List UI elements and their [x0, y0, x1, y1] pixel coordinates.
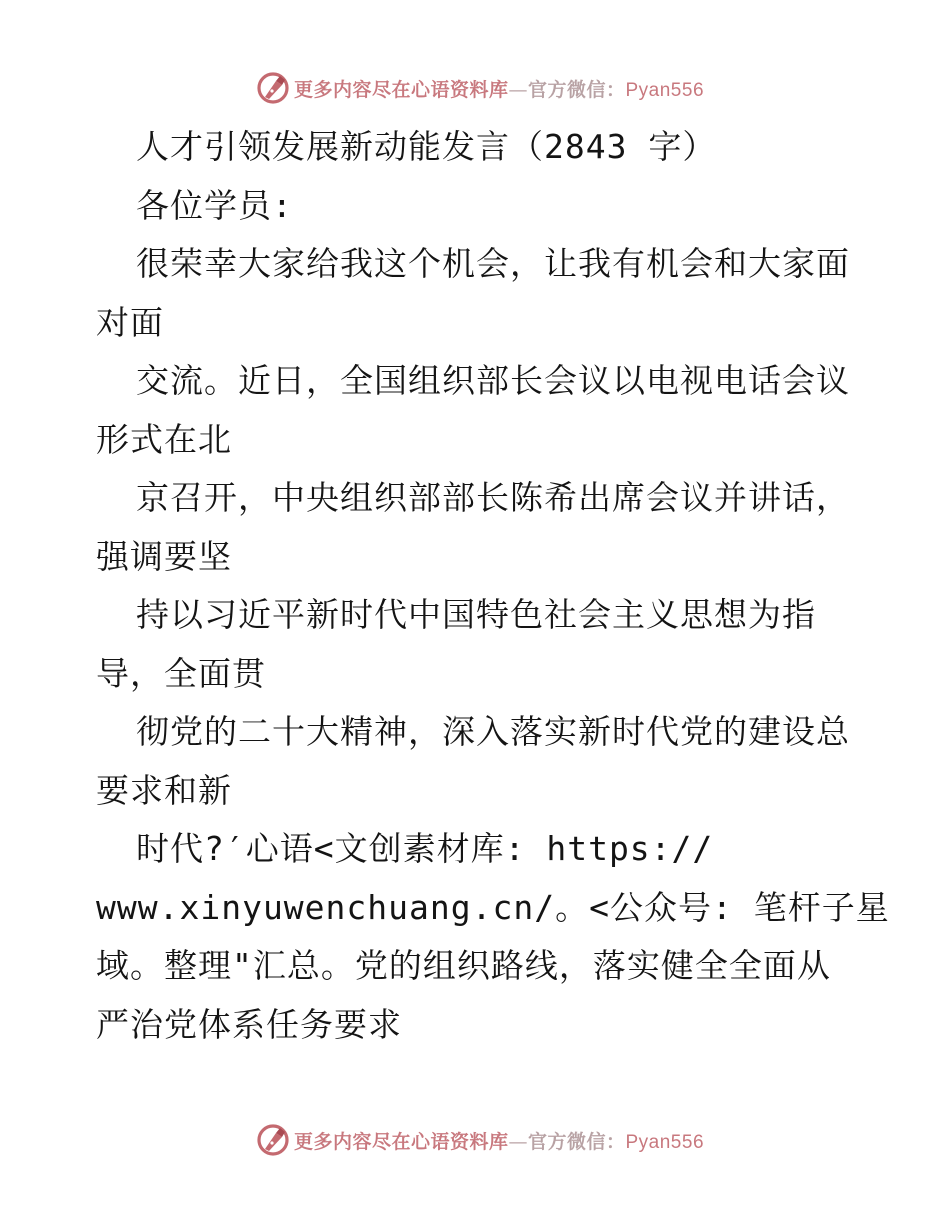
- pen-nib-logo-icon: [256, 71, 290, 105]
- footer-banner-text: [294, 1127, 704, 1154]
- footer-banner: [0, 1120, 950, 1160]
- footer-banner-inner: [256, 1123, 704, 1157]
- text-line: 交流。近日，全国组织部长会议以电视电话会议: [136, 361, 850, 400]
- header-site-text: 更多内容尽在心语资料库: [293, 78, 509, 101]
- text-line: 彻党的二十大精神，深入落实新时代党的建设总: [136, 712, 850, 751]
- header-dash: —: [508, 78, 528, 101]
- url-line: www.xinyuwenchuang.cn/。<公众号: 笔杆子星: [96, 887, 890, 927]
- text-line: 对面: [96, 302, 164, 342]
- text-line: 导，全面贯: [96, 653, 266, 693]
- text-line: 很荣幸大家给我这个机会，让我有机会和大家面: [136, 244, 850, 283]
- text-line: 域。整理"汇总。党的组织路线，落实健全全面从: [96, 946, 831, 985]
- salutation: 各位学员:: [136, 185, 293, 225]
- header-banner-inner: [256, 71, 704, 105]
- footer-wechat-id: Pyan556: [625, 1131, 705, 1153]
- footer-dash: —: [508, 1130, 528, 1153]
- header-banner: [0, 68, 950, 108]
- pen-nib-logo-icon: [256, 1123, 290, 1157]
- footer-official-text: 官方微信：: [527, 1130, 626, 1153]
- header-official-text: 官方微信：: [527, 78, 626, 101]
- document-title: 人才引领发展新动能发言（2843 字）: [136, 127, 717, 166]
- text-line: 强调要坚: [96, 536, 232, 576]
- document-body: [96, 118, 890, 1054]
- header-banner-text: [294, 75, 704, 102]
- text-line: 时代?′心语<文创素材库: https://: [136, 829, 714, 868]
- text-line: 持以习近平新时代中国特色社会主义思想为指: [136, 595, 816, 634]
- header-wechat-id: Pyan556: [625, 79, 705, 101]
- text-line: 严治党体系任务要求: [96, 1004, 402, 1044]
- text-line: 要求和新: [96, 770, 232, 810]
- text-line: 京召开，中央组织部部长陈希出席会议并讲话，: [136, 478, 850, 517]
- footer-site-text: 更多内容尽在心语资料库: [293, 1130, 509, 1153]
- text-line: 形式在北: [96, 419, 232, 459]
